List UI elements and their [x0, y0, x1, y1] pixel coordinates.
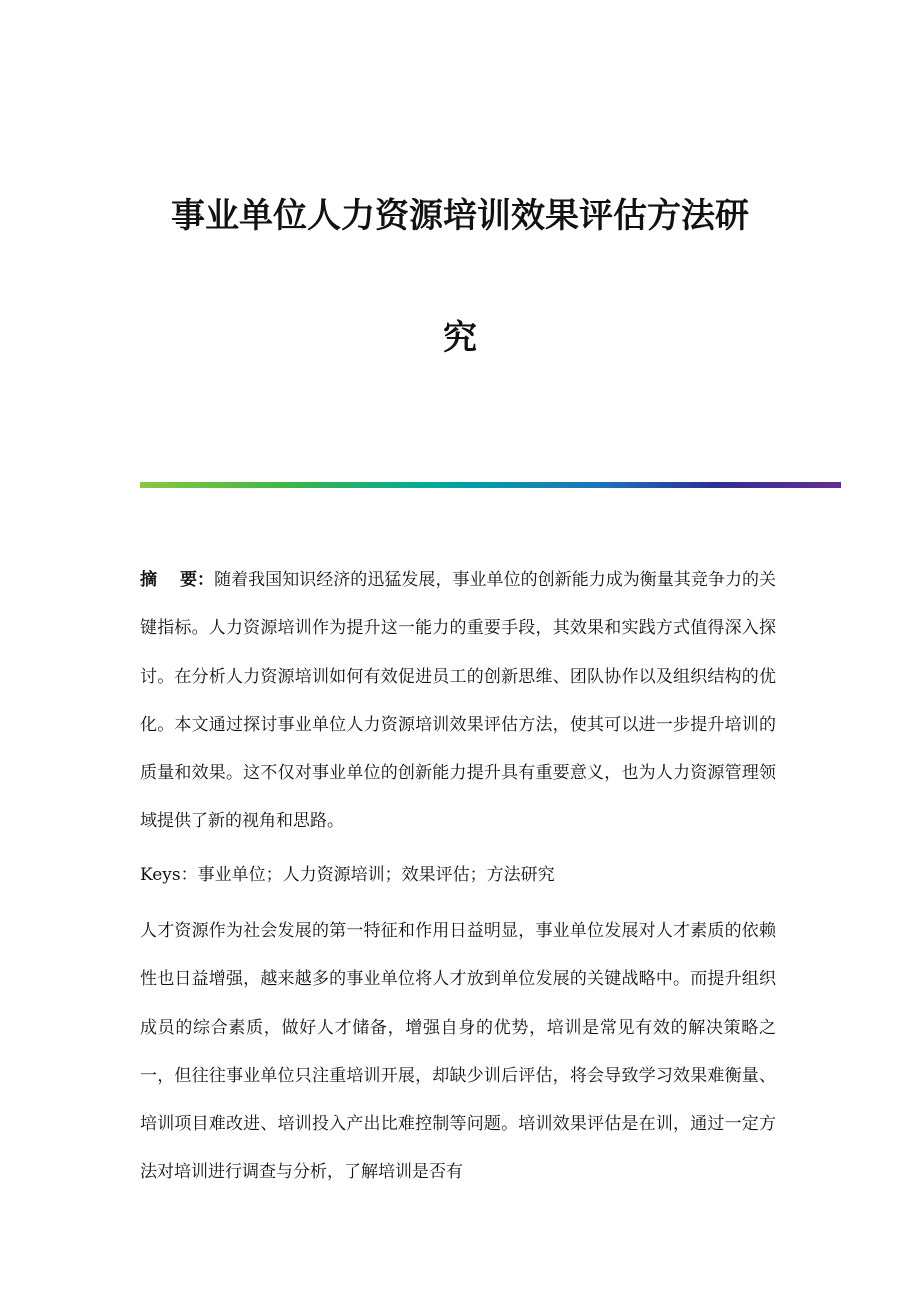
keywords-line: [140, 851, 776, 899]
abstract-label: 摘 要：: [140, 570, 215, 590]
body-paragraph: 人才资源作为社会发展的第一特征和作用日益明显，事业单位发展对人才素质的依赖性也日益增强，越来越多的事业单位将人才放到单位发展的关键战略中。而提升组织成员的综合素质，做好人才储备，增强自身的优势，培训是常见有效的解决策略之一，但往往事业单位只注重培训开展，却缺少训后评估，将会导致学习效果难衡量、培训项目难改进、培训投入产出比难控制等问题。培训效果评估是在训，通过一定方法对培训进行调查与分析，了解培训是否有: [140, 921, 776, 1183]
gradient-divider: [140, 482, 841, 488]
document-title-line-2: 究: [443, 318, 477, 358]
keywords-label: Keys：: [140, 865, 198, 885]
keywords-text: 事业单位；人力资源培训；效果评估；方法研究: [197, 865, 555, 885]
abstract-paragraph: [140, 556, 776, 846]
document-title-line-1: 事业单位人力资源培训效果评估方法研: [171, 196, 749, 236]
abstract-text: 随着我国知识经济的迅猛发展，事业单位的创新能力成为衡量其竞争力的关键指标。人力资源培训作为提升这一能力的重要手段，其效果和实践方式值得深入探讨。在分析人力资源培训如何有效促进员工的创新思维、团队协作以及组织结构的优化。本文通过探讨事业单位人力资源培训效果评估方法，使其可以进一步提升培训的质量和效果。这不仅对事业单位的创新能力提升具有重要意义，也为人力资源管理领域提供了新的视角和思路。: [140, 570, 777, 832]
